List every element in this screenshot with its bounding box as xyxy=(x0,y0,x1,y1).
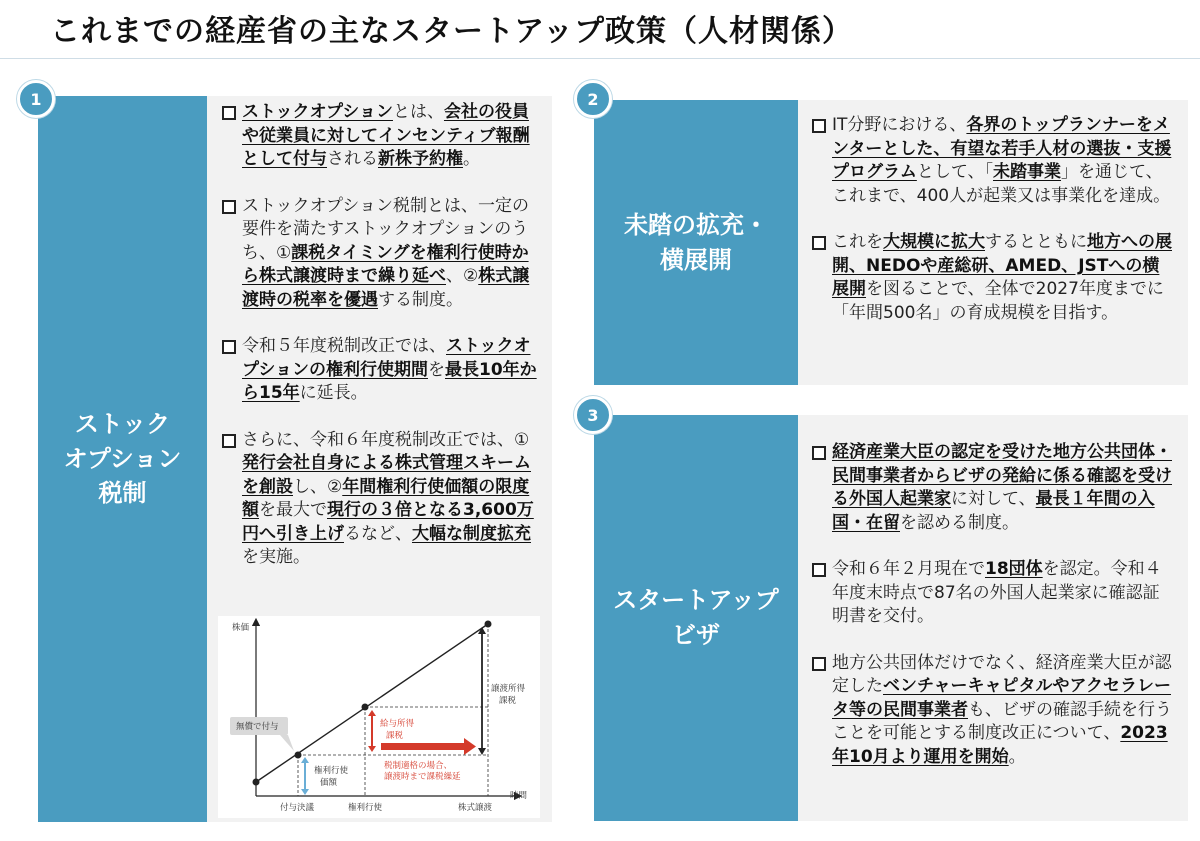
bullet-emphasis: 最長10年から15年 xyxy=(242,359,537,403)
bullet-emphasis: ストックオプション xyxy=(242,102,393,122)
x-tick-transfer: 株式譲渡 xyxy=(458,803,493,813)
bullet-emphasis: 18団体 xyxy=(985,559,1043,579)
section-2-number-badge: 2 xyxy=(574,80,612,118)
section-2-label-line: 未踏の拡充・ xyxy=(624,210,768,239)
section-2-label xyxy=(624,208,768,278)
bullet-emphasis: 発行会社自身による株式管理スキームを創設 xyxy=(242,453,531,497)
deferral-arrow-head xyxy=(464,738,476,755)
transfer-tax-arrow-head-bottom xyxy=(478,748,486,755)
section-1-bullet xyxy=(222,101,538,172)
transfer-tax-label-line2: 課税 xyxy=(499,696,517,706)
section-2-bullet xyxy=(812,114,1174,208)
stock-price-line xyxy=(256,624,488,782)
exercise-point xyxy=(362,704,369,711)
section-3-label-box xyxy=(594,415,798,821)
page-title: これまでの経産省の主なスタートアップ政策（人材関係） xyxy=(50,14,853,49)
bullet-text: を実施。 xyxy=(242,547,310,567)
exercise-price-arrow-head-top xyxy=(301,757,309,763)
section-1-label-line: ストック xyxy=(74,409,171,438)
x-axis-label: 時間 xyxy=(510,791,528,801)
bullet-emphasis: 新株予約権 xyxy=(378,149,463,169)
bullet-emphasis: 大幅な制度拡充 xyxy=(412,523,531,544)
section-1-bullet xyxy=(222,429,538,570)
bullet-emphasis: 現行の３倍となる3,600万円へ引き上げ xyxy=(242,500,534,544)
salary-tax-label-line1: 給与所得 xyxy=(380,719,415,729)
section-2-bullets xyxy=(812,114,1174,348)
section-1-bullets xyxy=(222,101,538,593)
free-grant-callout-text: 無償で付与 xyxy=(236,722,279,732)
y-axis-label: 株価 xyxy=(232,623,250,633)
section-3-bullets xyxy=(812,441,1174,792)
deferral-label-line2: 譲渡時まで課税繰延 xyxy=(384,772,461,782)
exercise-price-arrow-head-bottom xyxy=(301,789,309,795)
bullet-text: に延長。 xyxy=(299,383,368,403)
bullet-text: を最大で xyxy=(259,500,327,520)
bullet-text: 令和５年度税制改正では、 xyxy=(242,336,446,356)
bullet-emphasis: 経済産業大臣の認定を受けた地方公共団体・民間事業者からビザの発給に係る確認を受ける外国人起業家 xyxy=(832,442,1172,509)
bullet-emphasis: 株式譲渡時の税率を優遇 xyxy=(242,266,530,310)
stock-option-diagram-svg xyxy=(218,616,540,818)
free-grant-callout-pointer xyxy=(280,735,294,751)
salary-tax-arrow-head-top xyxy=(368,710,376,716)
bullet-text: を図ることで、全体で2027年度までに「年間500名」の育成規模を目指す。 xyxy=(832,279,1164,323)
bullet-text: を xyxy=(427,359,445,380)
bullet-emphasis: 地方への展開、NEDOや産総研、AMED、JSTへの横展開 xyxy=(832,232,1172,299)
section-3-bullet xyxy=(812,441,1174,535)
bullet-emphasis: 年間権利行使価額の限度額 xyxy=(242,476,530,520)
salary-tax-arrow-head-bottom xyxy=(368,746,376,752)
bullet-text: する制度。 xyxy=(378,289,463,310)
stock-option-diagram xyxy=(218,616,540,818)
bullet-text: を認める制度。 xyxy=(900,512,1019,533)
bullet-text: 」を通じて、これまで、400人が起業又は事業化を達成。 xyxy=(832,162,1171,206)
section-1-label-box xyxy=(38,96,207,822)
bullet-emphasis: 最長１年間の入国・在留 xyxy=(832,489,1155,533)
bullet-text: 令和６年２月現在で xyxy=(832,559,985,579)
bullet-emphasis: 各界のトップランナーをメンターとした、有望な若手人材の選抜・支援プログラム xyxy=(832,115,1172,182)
bullet-text: される xyxy=(327,149,378,169)
bullet-emphasis: 大規模に拡大 xyxy=(883,232,985,252)
bullet-text: るなど、 xyxy=(344,523,412,544)
section-2-label-box xyxy=(594,100,798,385)
bullet-emphasis: ベンチャーキャピタルやアクセラレータ等の民間事業者 xyxy=(832,676,1171,720)
bullet-text: 。 xyxy=(1008,746,1026,767)
bullet-emphasis: 会社の役員や従業員に対してインセンティブ報酬として付与 xyxy=(242,102,530,169)
section-1-bullet xyxy=(222,195,538,313)
bullet-text: IT分野における、 xyxy=(832,115,967,135)
bullet-emphasis: ストックオプションの権利行使期間 xyxy=(242,336,531,380)
bullet-text: を認定。令和４年度末時点で87名の外国人起業家に確認証明書を交付。 xyxy=(832,559,1162,626)
title-divider xyxy=(0,58,1200,59)
transfer-tax-label-line1: 譲渡所得 xyxy=(491,684,526,694)
section-1-label xyxy=(64,407,182,511)
section-3-bullet xyxy=(812,652,1174,770)
section-1-label-line: 税制 xyxy=(98,479,147,508)
x-tick-grant: 付与決議 xyxy=(280,803,315,813)
deferral-label-line1: 税制適格の場合、 xyxy=(384,761,453,771)
start-point xyxy=(253,779,260,786)
exercise-price-label-line1: 権利行使 xyxy=(314,766,349,776)
section-3-label xyxy=(613,583,779,653)
section-3-number-badge: 3 xyxy=(574,396,612,434)
bullet-text: とは、 xyxy=(392,102,444,122)
section-3-bullet xyxy=(812,558,1174,629)
section-1-number-badge: 1 xyxy=(17,80,55,118)
section-2-label-line: 横展開 xyxy=(660,245,732,274)
section-3-label-line: スタートアップ xyxy=(613,586,779,615)
transfer-point xyxy=(485,621,492,628)
bullet-text: として、「 xyxy=(916,162,994,182)
bullet-emphasis: 2023年10月より運用を開始 xyxy=(832,723,1168,767)
bullet-emphasis: 未踏事業 xyxy=(993,162,1062,182)
bullet-text: 、② xyxy=(446,266,479,286)
bullet-text: さらに、令和６年度税制改正では、① xyxy=(242,429,530,450)
grant-point xyxy=(295,752,302,759)
bullet-text: するとともに xyxy=(985,232,1087,252)
section-2-bullet xyxy=(812,231,1174,325)
exercise-price-label-line2: 価額 xyxy=(320,778,338,788)
salary-tax-label-line2: 課税 xyxy=(386,731,404,741)
deferral-arrow-body xyxy=(381,743,465,750)
section-3-label-line: ビザ xyxy=(671,621,720,649)
x-tick-exercise: 権利行使 xyxy=(348,803,383,813)
bullet-text: これを xyxy=(832,232,883,252)
section-1-label-line: オプション xyxy=(63,444,182,473)
bullet-text: 。 xyxy=(463,149,480,169)
bullet-text: し、② xyxy=(293,476,343,497)
bullet-emphasis: 課税タイミングを権利行使時から株式譲渡時まで繰り延べ xyxy=(242,242,529,286)
bullet-text: も、ビザの確認手続を行うことを可能とする制度改正について、 xyxy=(832,699,1172,743)
section-1-bullet xyxy=(222,335,538,406)
bullet-text: に対して、 xyxy=(951,489,1036,509)
bullet-text: ストックオプション税制とは、一定の要件を満たすストックオプションのうち、① xyxy=(242,195,529,263)
bullet-text: 地方公共団体だけでなく、経済産業大臣が認定した xyxy=(832,652,1172,696)
